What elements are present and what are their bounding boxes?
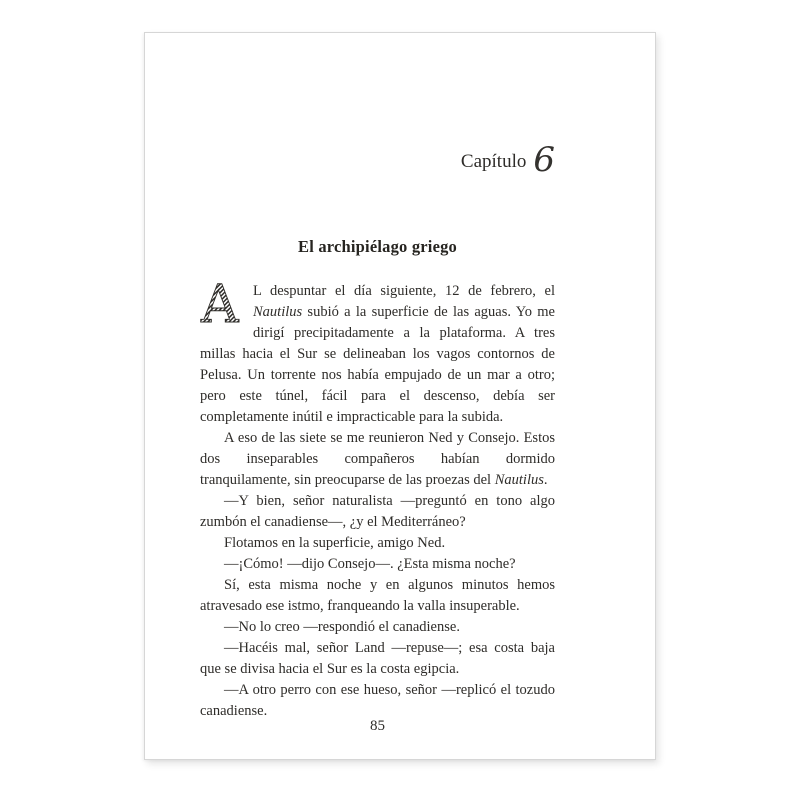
paragraph bbox=[200, 281, 555, 428]
text-segment: Flotamos en la superficie, amigo Ned. bbox=[224, 535, 446, 551]
text-segment: L despuntar el día siguiente, 12 de febrero, el bbox=[253, 283, 555, 299]
page-content bbox=[145, 33, 655, 759]
text-segment: —¡Cómo! —dijo Consejo—. ¿Esta misma noche? bbox=[224, 556, 516, 572]
paragraph bbox=[200, 680, 555, 722]
text-segment: —Hacéis mal, señor Land —repuse—; esa costa baja que se divisa hacia el Sur es la costa egipcia. bbox=[200, 640, 555, 677]
page-number: 85 bbox=[370, 718, 385, 734]
text-segment: subió a la superficie de las aguas. Yo me dirigí precipitadamente a la plataforma. A tres millas hacia el Sur se delineaban los vagos contornos de Pelusa. Un torrente nos había empujado de un mar a otro; pero este túnel, fácil para el descenso, debía ser completamente inútil e impracticable para la subida. bbox=[200, 304, 555, 425]
svg-text:A: A bbox=[201, 282, 239, 324]
text-segment: —Y bien, señor naturalista —preguntó en tono algo zumbón el canadiense—, ¿y el Mediterráneo? bbox=[200, 493, 555, 530]
paragraph bbox=[200, 533, 555, 554]
chapter-heading bbox=[200, 33, 555, 180]
paragraph bbox=[200, 617, 555, 638]
text-segment: —A otro perro con ese hueso, señor —replicó el tozudo canadiense. bbox=[200, 682, 555, 719]
text-segment: A eso de las siete se me reunieron Ned y Consejo. Estos dos inseparables compañeros habían dormido tranquilamente, sin preocuparse de las proezas del bbox=[200, 430, 555, 488]
text-segment: Sí, esta misma noche y en algunos minutos hemos atravesado ese istmo, franqueando la valla insuperable. bbox=[200, 577, 555, 614]
body-text bbox=[200, 281, 555, 722]
paragraph bbox=[200, 554, 555, 575]
paragraph bbox=[200, 491, 555, 533]
paragraph bbox=[200, 575, 555, 617]
text-segment: Nautilus bbox=[253, 304, 303, 320]
text-segment: —No lo creo —respondió el canadiense. bbox=[224, 619, 460, 635]
book-page bbox=[144, 32, 656, 760]
chapter-label: Capítulo bbox=[460, 151, 527, 172]
page-title: El archipiélago griego bbox=[298, 237, 457, 256]
chapter-number-ornament: 6 bbox=[533, 140, 555, 180]
paragraph bbox=[200, 428, 555, 491]
decorative-dropcap-a bbox=[200, 282, 248, 324]
paragraph bbox=[200, 638, 555, 680]
text-segment: Nautilus bbox=[494, 472, 544, 488]
text-segment: . bbox=[543, 472, 548, 488]
